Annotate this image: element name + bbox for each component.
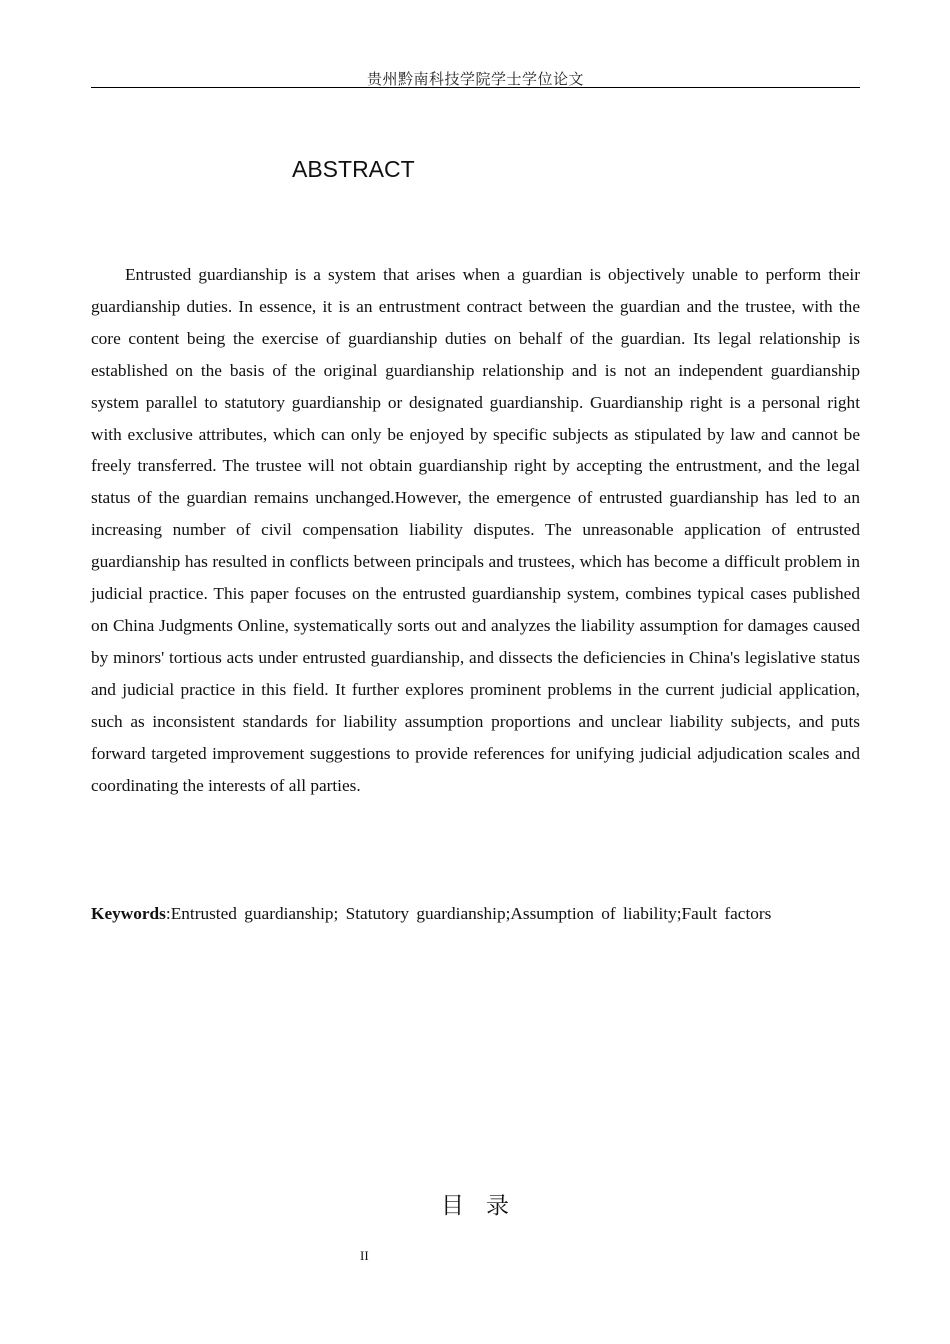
keywords-text: :Entrusted guardianship; Statutory guardianship;Assumption of liability;Fault factors bbox=[165, 904, 772, 923]
toc-title: 目录 bbox=[441, 1193, 531, 1219]
keywords-line bbox=[91, 900, 860, 928]
page-number: II bbox=[360, 1248, 369, 1263]
running-header: 贵州黔南科技学院学士学位论文 bbox=[366, 70, 584, 88]
abstract-body: Entrusted guardianship is a system that arises when a guardian is objectively unable to perform their guardianship duties. In essence, it is an entrustment contract between the guardian and the trustee, with the core content being the exercise of guardianship duties on behalf of the guardian. Its legal relationship is established on the basis of the original guardianship relationship and is not an independent guardianship system parallel to statutory guardianship or designated guardianship. Guardianship right is a personal right with exclusive attributes, which can only be enjoyed by specific subjects as stipulated by law and cannot be freely transferred. The trustee will not obtain guardianship right by accepting the entrustment, and the legal status of the guardian remains unchanged.However, the emergence of entrusted guardianship has led to an increasing number of civil compensation liability disputes. The unreasonable application of entrusted guardianship has resulted in conflicts between principals and trustees, which has become a difficult problem in judicial practice. This paper focuses on the entrusted guardianship system, combines typical cases published on China Judgments Online, systematically sorts out and analyzes the liability assumption for damages caused by minors' tortious acts under entrusted guardianship, and dissects the deficiencies in China's legislative status and judicial practice in this field. It further explores prominent problems in the current judicial application, such as inconsistent standards for liability assumption proportions and unclear liability subjects, and puts forward targeted improvement suggestions to provide references for unifying judicial adjudication scales and coordinating the interests of all parties. bbox=[91, 265, 860, 795]
abstract-title: ABSTRACT bbox=[292, 156, 415, 182]
keywords-label: Keywords bbox=[91, 904, 166, 923]
header-rule bbox=[91, 87, 860, 88]
